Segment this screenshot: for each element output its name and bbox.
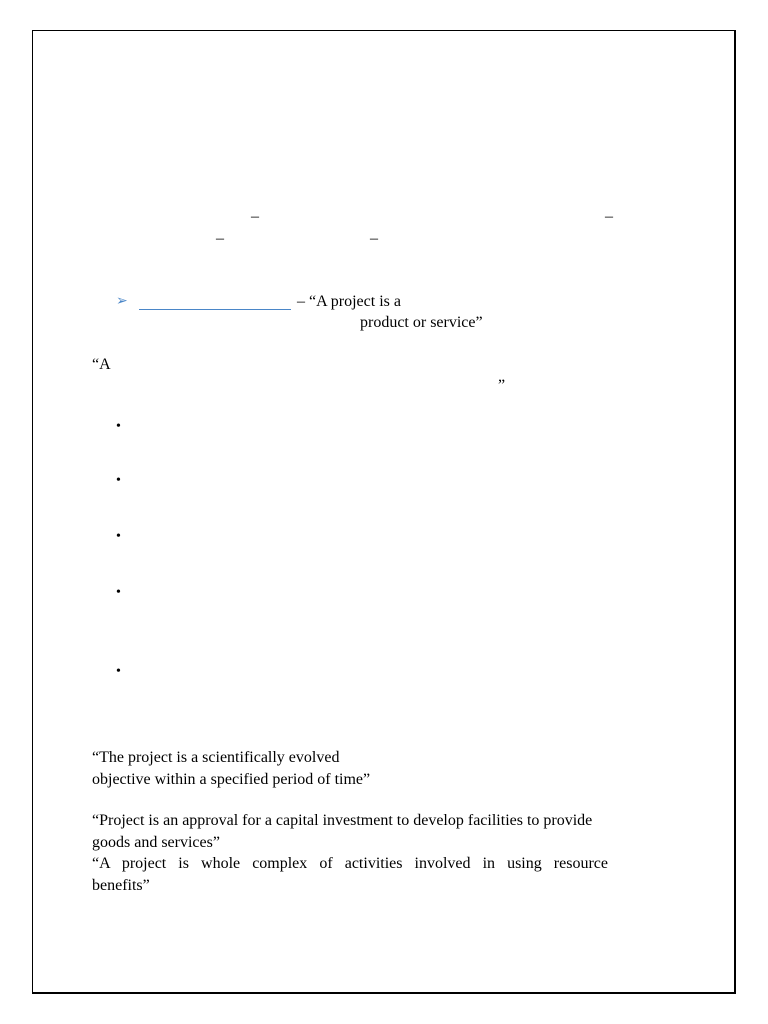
header-dash: –	[251, 208, 259, 225]
definition-line: objective within a specified period of time”	[92, 771, 371, 788]
list-bullet: •	[116, 419, 121, 434]
definition-paragraph	[92, 810, 682, 854]
header-dash: –	[605, 208, 613, 225]
definition-line: “Project is an approval for a capital investment to develop facilities to provide	[92, 812, 593, 829]
header-dash: –	[370, 230, 378, 247]
definition-intro-text-line2: product or service”	[360, 314, 483, 331]
list-bullet: •	[116, 664, 121, 679]
definition-intro-text: – “A project is a	[297, 293, 401, 310]
definition-line: “The project is a scientifically evolved	[92, 749, 340, 766]
quote-close: ”	[498, 377, 506, 394]
definition-line: benefits”	[92, 877, 150, 894]
header-dash: –	[216, 230, 224, 247]
list-bullet: •	[116, 585, 121, 600]
definition-link[interactable]	[139, 309, 291, 310]
definition-paragraph	[92, 747, 676, 791]
arrow-bullet-icon: ➢	[116, 294, 128, 309]
list-bullet: •	[116, 473, 121, 488]
definition-line: goods and services”	[92, 834, 220, 851]
definition-line: “A project is whole complex of activities involved in using resource	[92, 855, 608, 872]
list-bullet: •	[116, 529, 121, 544]
quote-open: “A	[92, 356, 111, 373]
definition-paragraph	[92, 853, 676, 897]
